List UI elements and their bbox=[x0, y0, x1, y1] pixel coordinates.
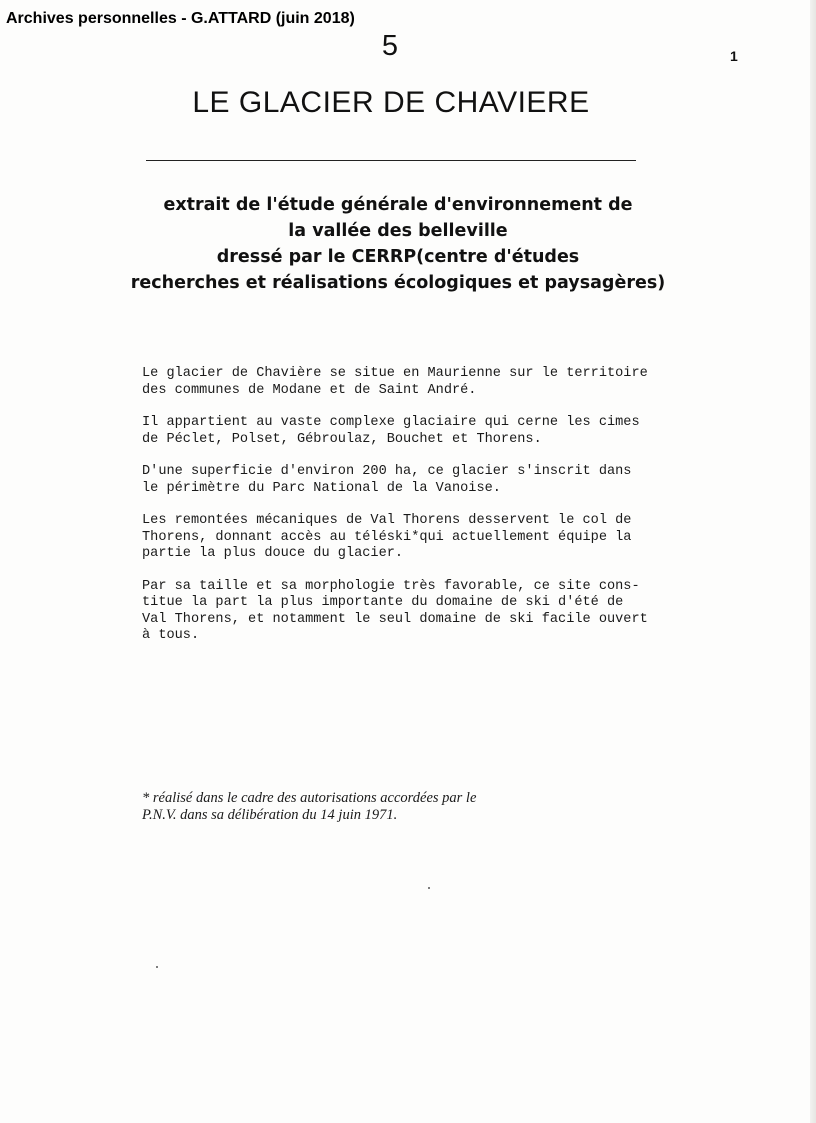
paragraph-area bbox=[142, 464, 662, 497]
text-line: Les remontées mécaniques de Val Thorens desservent le col de bbox=[142, 513, 632, 528]
paragraph-complex bbox=[142, 415, 662, 448]
paragraph-location bbox=[142, 366, 662, 399]
subtitle-line: extrait de l'étude générale d'environnement de bbox=[163, 195, 633, 215]
paragraph-ski-domain bbox=[142, 579, 662, 645]
text-line: D'une superficie d'environ 200 ha, ce glacier s'inscrit dans bbox=[142, 464, 632, 479]
chapter-number: 5 bbox=[381, 30, 399, 62]
text-line: Thorens, donnant accès au téléski*qui actuellement équipe la bbox=[142, 529, 632, 545]
text-line: partie la plus douce du glacier. bbox=[142, 546, 404, 561]
text-line: le périmètre du Parc National de la Vanoise. bbox=[142, 480, 501, 496]
archive-label: Archives personnelles - G.ATTARD (juin 2018) bbox=[6, 10, 355, 27]
page-number: 1 bbox=[730, 48, 738, 64]
title-divider bbox=[146, 160, 636, 161]
subtitle-line: recherches et réalisations écologiques et paysagères) bbox=[130, 273, 666, 293]
text-line: à tous. bbox=[142, 628, 200, 643]
text-line: Par sa taille et sa morphologie très favorable, ce site cons- bbox=[142, 578, 640, 594]
paragraph-lifts bbox=[142, 513, 662, 563]
text-line: titue la part la plus importante du domaine de ski d'été de bbox=[142, 595, 624, 610]
scan-speck bbox=[156, 966, 158, 968]
subtitle-line: la vallée des belleville bbox=[288, 221, 508, 241]
text-line: de Péclet, Polset, Gébroulaz, Bouchet et Thorens. bbox=[142, 431, 542, 447]
text-line: Le glacier de Chavière se situe en Maurienne sur le territoire bbox=[142, 366, 648, 381]
text-line: Val Thorens, et notamment le seul domaine de ski facile ouvert bbox=[142, 611, 648, 627]
footnote-line: * réalisé dans le cadre des autorisations accordées par le bbox=[142, 790, 477, 806]
text-line: des communes de Modane et de Saint André. bbox=[142, 382, 477, 398]
subtitle-line: dressé par le CERRP(centre d'études bbox=[216, 247, 580, 267]
page-edge-shadow bbox=[810, 0, 816, 1123]
text-line: Il appartient au vaste complexe glaciaire qui cerne les cimes bbox=[142, 415, 640, 430]
footnote-line: P.N.V. dans sa délibération du 14 juin 1971. bbox=[142, 807, 398, 823]
subtitle-block bbox=[0, 192, 796, 296]
footnote bbox=[142, 790, 662, 824]
document-title: LE GLACIER DE CHAVIERE bbox=[192, 86, 590, 119]
body-text bbox=[142, 366, 662, 661]
scan-speck bbox=[428, 887, 430, 889]
